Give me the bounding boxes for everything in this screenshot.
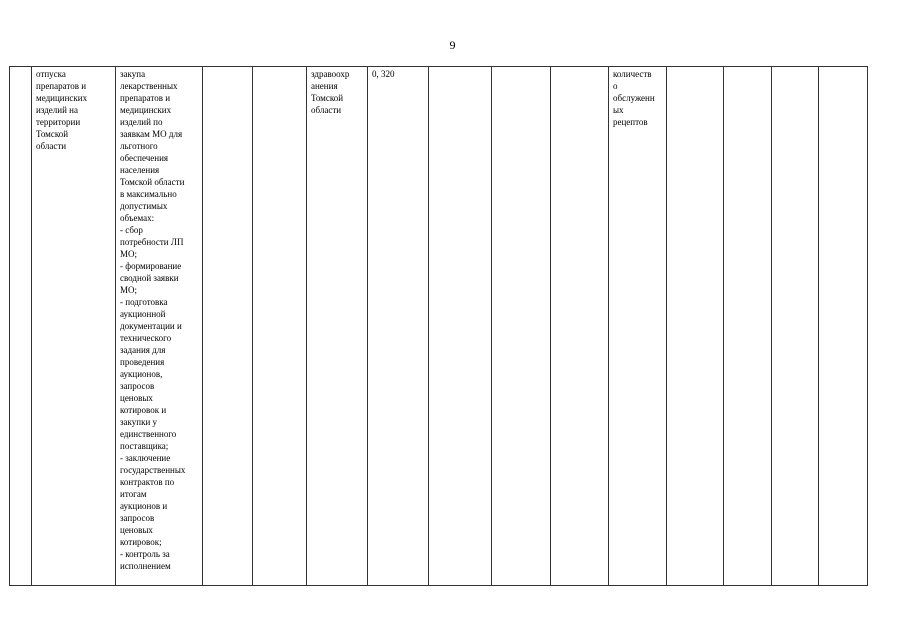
table-cell xyxy=(203,67,253,586)
table-cell xyxy=(819,67,868,586)
table-cell xyxy=(667,67,724,586)
table-cell-number xyxy=(10,67,32,586)
table-cell xyxy=(551,67,609,586)
table-cell xyxy=(429,67,492,586)
table-cell xyxy=(772,67,819,586)
table-cell-executor: здравоохр анения Томской области xyxy=(307,67,368,586)
table-cell-name: отпуска препаратов и медицинских изделий на территории Томской области xyxy=(32,67,116,586)
table-cell-activity: закупа лекарственных препаратов и медицинских изделий по заявкам МО для льготного обеспечения населения Томской области в максимально допустимых объемах: - сбор потребности ЛП МО; - формирование сводной заявки МО; - подготовка аукционной документации и технического задания для проведения аукционов, запросов ценовых котировок и закупки у единственного поставщика; - заключение государственных контрактов по итогам аукционов и запросов ценовых котировок; - контроль за исполнением xyxy=(116,67,203,586)
page-number: 9 xyxy=(449,38,456,52)
table-cell xyxy=(724,67,772,586)
table-cell-indicator: количеств о обслуженн ых рецептов xyxy=(609,67,667,586)
table-cell-value: 0, 320 xyxy=(368,67,429,586)
table-cell xyxy=(492,67,551,586)
table-row xyxy=(10,67,868,586)
table-cell xyxy=(253,67,307,586)
document-table xyxy=(9,66,868,586)
